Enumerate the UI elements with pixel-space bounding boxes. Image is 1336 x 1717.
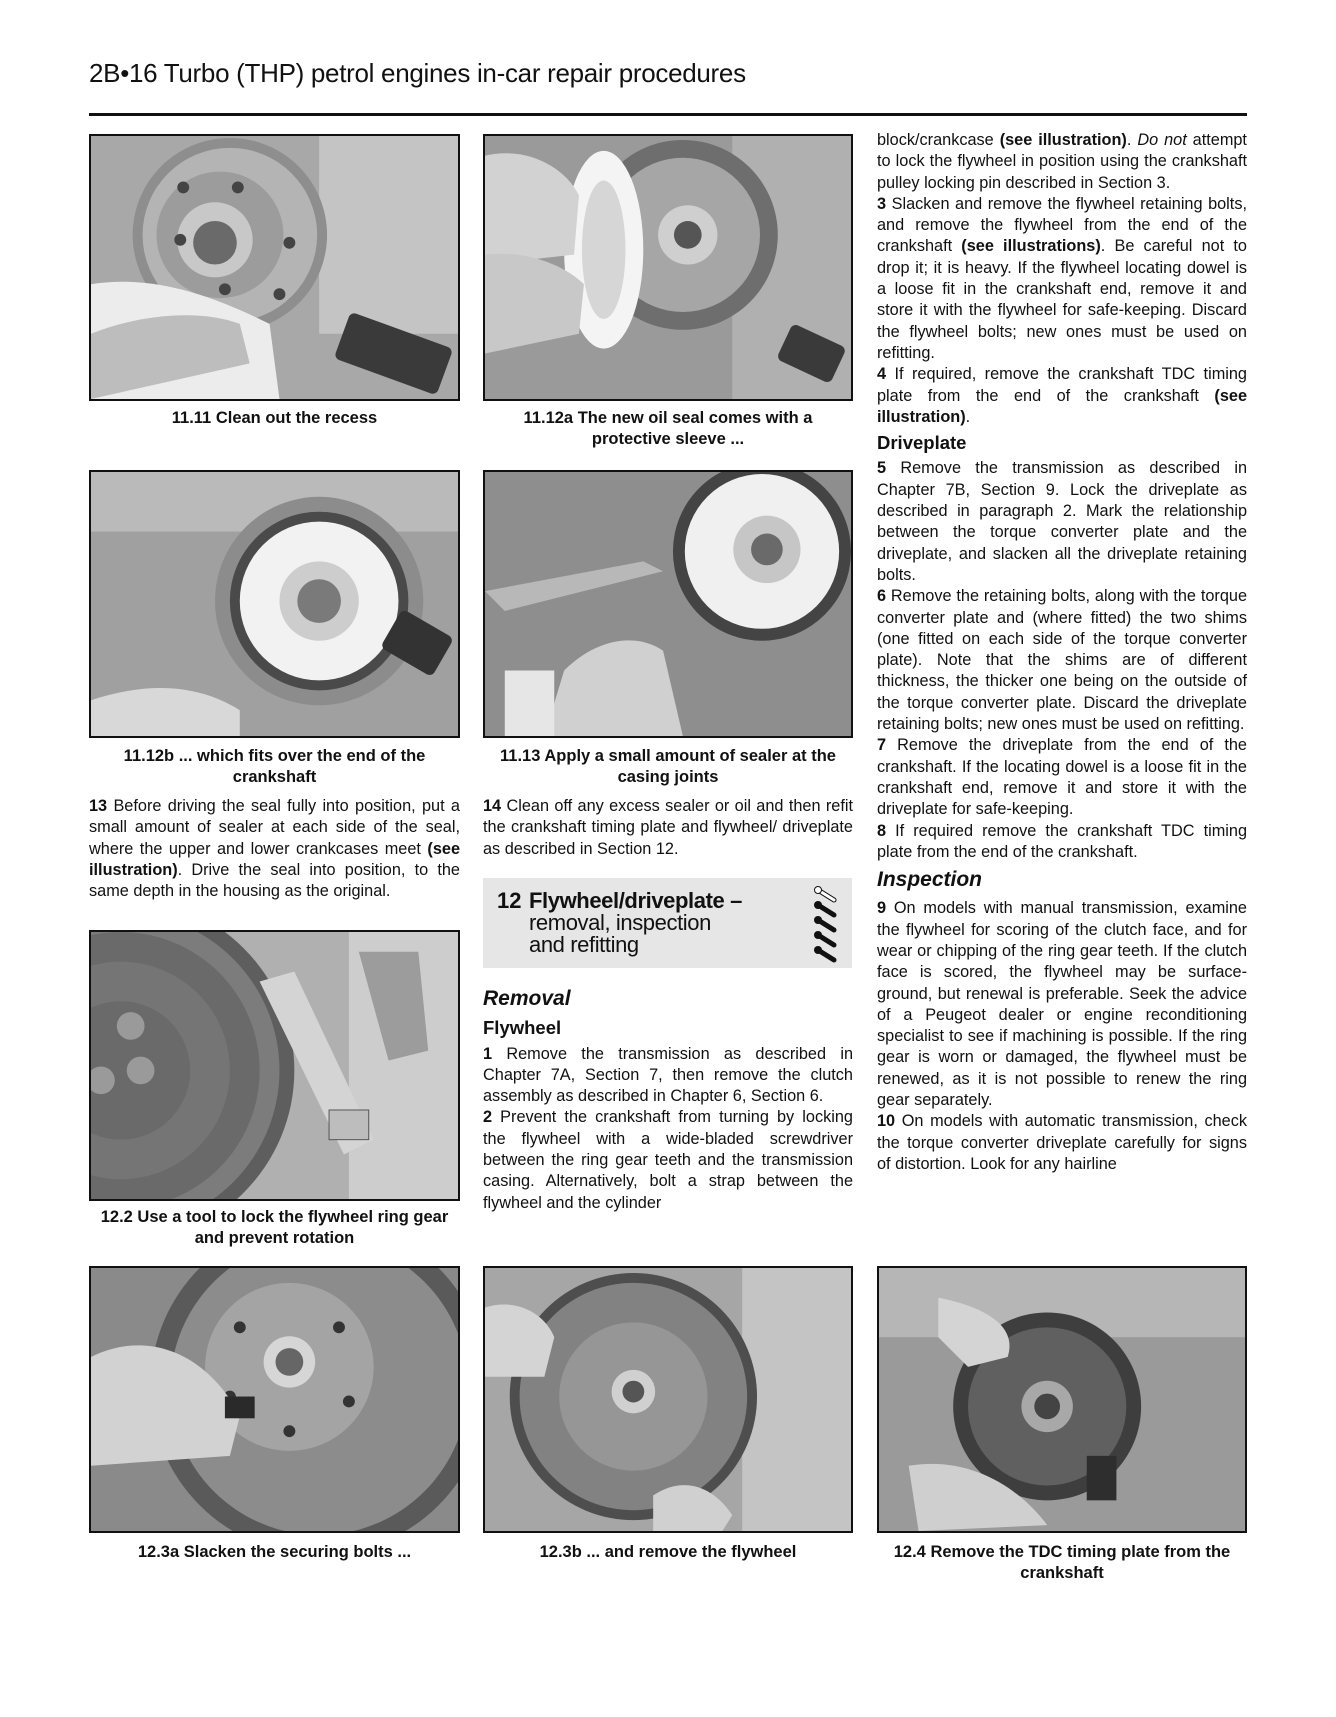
paragraph-7: 7 Remove the driveplate from the end of the crankshaft. If the locating dowel is a loose fit in the crankshaft end, remove it and store it with the driveplate for safe-keeping.: [877, 736, 1247, 819]
caption-12-4: 12.4 Remove the TDC timing plate from the crankshaft: [893, 1543, 1231, 1582]
section-number: 12: [497, 888, 522, 913]
photo-11-12b: [89, 470, 460, 738]
column-2-text-top: [483, 796, 853, 860]
caption-11-11: 11.11 Clean out the recess: [171, 409, 378, 427]
photo-12-2: [89, 930, 460, 1201]
column-3-text: [877, 130, 1247, 1175]
photo-11-11: [89, 134, 460, 401]
removal-heading: Removal: [483, 987, 571, 1010]
caption-11-13: 11.13 Apply a small amount of sealer at the casing joints: [500, 747, 836, 786]
caption-12-3b: 12.3b ... and remove the flywheel: [539, 1543, 797, 1561]
paragraph-4: 4 If required, remove the crankshaft TDC timing plate from the end of the crankshaft (see illustration).: [877, 365, 1247, 426]
photo-12-3a: [89, 1266, 460, 1533]
paragraph-10: 10 On models with automatic transmission, check the torque converter driveplate carefully for signs of distortion. Look for any hairline: [877, 1112, 1247, 1173]
caption-11-12a: 11.12a The new oil seal comes with a protective sleeve ...: [523, 409, 813, 448]
header-rule: [89, 113, 1247, 116]
photo-12-3b: [483, 1266, 853, 1533]
caption-12-2: 12.2 Use a tool to lock the flywheel ring gear and prevent rotation: [100, 1208, 449, 1247]
wrench-difficulty-icon: [814, 886, 840, 964]
column-2-text-bottom: [483, 982, 853, 1214]
paragraph-14: 14 Clean off any excess sealer or oil and then refit the crankshaft timing plate and flywheel/ driveplate as described in Section 12.: [483, 797, 853, 858]
caption-12-3a: 12.3a Slacken the securing bolts ...: [137, 1543, 412, 1561]
flywheel-heading: Flywheel: [483, 1017, 562, 1039]
driveplate-heading: Driveplate: [877, 432, 967, 454]
column-1-text: [89, 796, 460, 902]
section-12-header: [483, 878, 852, 968]
paragraph-6: 6 Remove the retaining bolts, along with the torque converter plate and (where fitted) the two shims (one fitted on each side of the torque converter plate). Note that the shims are of different thickness, the thicker one being on the outside of the torque converter plate. Discard the driveplate retaining bolts; new ones must be used on refitting.: [877, 587, 1247, 734]
paragraph-8: 8 If required remove the crankshaft TDC timing plate from the end of the crankshaft.: [877, 821, 1247, 861]
paragraph-1: 1 Remove the transmission as described in Chapter 7A, Section 7, then remove the clutch assembly as described in Chapter 6, Section 6.: [483, 1044, 853, 1106]
paragraph-2-continued: block/crankcase (see illustration). Do not attempt to lock the flywheel in position using the crankshaft pulley locking pin described in Section 3.: [877, 131, 1247, 192]
section-title: Flywheel/driveplate –: [529, 888, 742, 913]
paragraph-2: 2 Prevent the crankshaft from turning by locking the flywheel with a wide-bladed screwdriver between the ring gear teeth and the transmission casing. Alternatively, bolt a strap between the flywheel and the cylinder: [483, 1108, 853, 1212]
inspection-heading: Inspection: [877, 868, 983, 892]
caption-11-12b: 11.12b ... which fits over the end of the crankshaft: [123, 747, 426, 786]
photo-12-4: [877, 1266, 1247, 1533]
paragraph-3: 3 Slacken and remove the flywheel retaining bolts, and remove the flywheel from the end of the crankshaft (see illustrations). Be careful not to drop it; it is heavy. If the flywheel locating dowel is a loose fit in the crankshaft end, remove it and store it with the flywheel for safe-keeping. Discard the flywheel bolts; new ones must be used on refitting.: [877, 194, 1247, 362]
section-subtitle: removal, inspection and refitting: [529, 910, 711, 957]
photo-11-12a: [483, 134, 853, 401]
paragraph-13: 13 Before driving the seal fully into position, put a small amount of sealer at each side of the seal, where the upper and lower crankcases meet (see illustration). Drive the seal into position, to the same depth in the housing as the original.: [89, 797, 460, 901]
photo-11-13: [483, 470, 853, 738]
paragraph-9: 9 On models with manual transmission, examine the flywheel for scoring of the clutch face, and for wear or chipping of the ring gear teeth. If the clutch face is scored, the flywheel may be surface-ground, but renewal is preferable. Seek the advice of a Peugeot dealer or engine reconditioning specialist to see if machining is possible. If the ring gear is worn or damaged, the flywheel must be renewed, as it is not possible to renew the ring gear separately.: [877, 899, 1247, 1110]
paragraph-5: 5 Remove the transmission as described in Chapter 7B, Section 9. Lock the driveplate as described in paragraph 2. Mark the relationship between the torque converter plate and the driveplate, and slacken all the driveplate retaining bolts.: [877, 459, 1247, 584]
page-header: 2B•16 Turbo (THP) petrol engines in-car repair procedures: [89, 58, 746, 88]
